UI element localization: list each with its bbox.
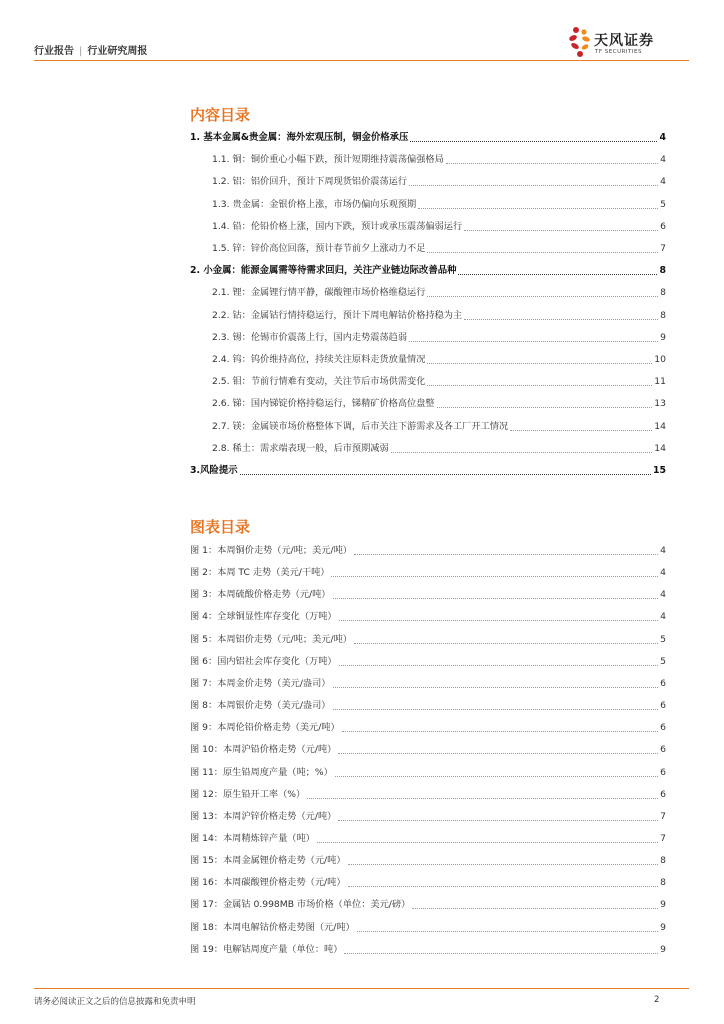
toc-subsection-entry[interactable] (190, 175, 666, 189)
dot-leader (333, 598, 659, 599)
entry-label: 1. 基本金属&贵金属：海外宏观压制，铜金价格承压 (190, 132, 409, 143)
entry-page-number: 11 (654, 376, 666, 388)
entry-page-number: 6 (660, 722, 666, 734)
toc-subsection-entry[interactable] (190, 242, 666, 256)
entry-label: 图 3：本周硫酸价格走势（元/吨） (190, 589, 331, 601)
dot-leader (331, 576, 658, 577)
toc-subsection-entry[interactable] (190, 442, 666, 456)
entry-label: 2.5. 钼：节前行情难有变动，关注节后市场供需变化 (212, 376, 426, 388)
dot-leader (317, 842, 658, 843)
entry-label: 1.3. 贵金属：金银价格上涨，市场仍偏向乐观预期 (212, 198, 417, 210)
entry-page-number: 14 (654, 442, 666, 454)
entry-page-number: 9 (660, 899, 666, 911)
figure-entry[interactable] (190, 721, 666, 735)
figure-entry[interactable] (190, 588, 666, 602)
entry-label: 图 4：全球铜显性库存变化（万吨） (190, 611, 337, 623)
toc-subsection-entry[interactable] (190, 309, 666, 323)
dot-leader (427, 385, 652, 386)
logo-mark-icon (566, 26, 594, 60)
report-category (34, 42, 147, 57)
entry-page-number: 8 (660, 877, 666, 889)
entry-label: 图 9：本周伦铅价格走势（美元/吨） (190, 722, 340, 734)
entry-label: 2.3. 锡：伦锡市价震荡上行，国内走势震荡趋弱 (212, 331, 408, 343)
entry-page-number: 6 (660, 220, 666, 232)
dot-leader (307, 798, 658, 799)
figure-entry[interactable] (190, 677, 666, 691)
entry-page-number: 15 (652, 465, 666, 476)
entry-page-number: 6 (660, 744, 666, 756)
brand-name: 天风证券 (594, 33, 654, 49)
dot-leader (339, 665, 659, 666)
entry-page-number: 9 (660, 331, 666, 343)
entry-label: 图 5：本周铝价走势（元/吨；美元/吨） (190, 633, 352, 645)
dot-leader (342, 731, 658, 732)
entry-label: 图 2：本周 TC 走势（美元/干吨） (190, 567, 330, 579)
dot-leader (409, 341, 658, 342)
dot-leader (339, 620, 659, 621)
figure-entry[interactable] (190, 544, 666, 558)
entry-page-number: 8 (659, 265, 666, 277)
dot-leader (338, 753, 658, 754)
entry-page-number: 8 (660, 309, 666, 321)
entry-page-number: 4 (660, 589, 666, 601)
figure-entry[interactable] (190, 766, 666, 780)
entry-page-number: 4 (660, 154, 666, 166)
toc-subsection-entry[interactable] (190, 375, 666, 389)
entry-label: 图 11：原生铅周度产量（吨；%） (190, 766, 333, 778)
dot-leader (437, 407, 653, 408)
figure-entry[interactable] (190, 832, 666, 846)
figure-toc-title: 图表目录 (190, 518, 251, 536)
toc-title: 内容目录 (190, 106, 251, 124)
dot-leader (510, 430, 652, 431)
figure-entry[interactable] (190, 566, 666, 580)
dot-leader (338, 820, 658, 821)
entry-label: 2. 小金属：能源金属需等待需求回归，关注产业链边际改善品种 (190, 265, 457, 277)
toc-section-entry[interactable] (190, 264, 666, 278)
entry-label: 1.4. 铅：伦铅价格上涨，国内下跌，预计或承压震荡偏弱运行 (212, 220, 463, 232)
entry-label: 图 10：本周沪铅价格走势（元/吨） (190, 744, 337, 756)
toc-section-entry[interactable] (190, 464, 666, 478)
header-separator: | (79, 46, 83, 57)
footer-rule (34, 988, 689, 989)
entry-label: 图 7：本周金价走势（美元/盎司） (190, 677, 331, 689)
entry-page-number: 6 (660, 677, 666, 689)
figure-entry[interactable] (190, 810, 666, 824)
entry-page-number: 13 (654, 398, 666, 410)
entry-label: 图 8：本周银价走势（美元/盎司） (190, 700, 331, 712)
figure-entry[interactable] (190, 633, 666, 647)
dot-leader (348, 864, 659, 865)
figure-entry[interactable] (190, 743, 666, 757)
entry-label: 2.1. 锂：金属锂行情平静，碳酸锂市场价格维稳运行 (212, 287, 426, 299)
entry-page-number: 9 (660, 921, 666, 933)
dot-leader (410, 141, 657, 142)
entry-page-number: 6 (660, 788, 666, 800)
entry-page-number: 7 (660, 243, 666, 254)
figure-entry[interactable] (190, 943, 666, 957)
toc-subsection-entry[interactable] (190, 220, 666, 234)
dot-leader (348, 886, 659, 887)
toc-subsection-entry[interactable] (190, 331, 666, 345)
toc-subsection-entry[interactable] (190, 286, 666, 300)
brand-name-en: TF SECURITIES (595, 49, 642, 55)
toc-subsection-entry[interactable] (190, 397, 666, 411)
dot-leader (344, 953, 658, 954)
dot-leader (333, 687, 659, 688)
dot-leader (464, 319, 658, 320)
entry-label: 1.5. 锌：锌价高位回落，预计春节前夕上涨动力不足 (212, 243, 426, 254)
entry-label: 2.8. 稀土：需求端表现一般，后市预期减弱 (212, 442, 389, 454)
entry-label: 图 1：本周铜价走势（元/吨；美元/吨） (190, 545, 352, 556)
footer-disclaimer: 请务必阅读正文之后的信息披露和免责申明 (34, 997, 196, 1007)
entry-page-number: 4 (660, 567, 666, 579)
entry-label: 图 13：本周沪锌价格走势（元/吨） (190, 810, 337, 822)
entry-page-number: 7 (660, 810, 666, 822)
entry-page-number: 10 (654, 354, 666, 365)
dot-leader (391, 452, 653, 453)
entry-page-number: 4 (660, 176, 666, 188)
entry-page-number: 14 (654, 420, 666, 432)
entry-label: 图 14：本周精炼锌产量（吨） (190, 832, 315, 844)
report-type: 行业报告 (34, 46, 74, 57)
toc-section-entry[interactable] (190, 131, 666, 145)
dot-leader (446, 163, 658, 164)
toc-subsection-entry[interactable] (190, 353, 666, 367)
dot-leader (354, 554, 658, 555)
entry-page-number: 4 (660, 545, 666, 556)
entry-page-number: 8 (660, 287, 666, 299)
dot-leader (464, 230, 658, 231)
header-rule (34, 60, 689, 61)
entry-label: 图 15：本周金属锂价格走势（元/吨） (190, 855, 346, 867)
figure-entry[interactable] (190, 921, 666, 935)
entry-label: 3.风险提示 (190, 465, 238, 476)
dot-leader (427, 252, 658, 253)
entry-page-number: 9 (660, 943, 666, 955)
entry-page-number: 5 (660, 198, 666, 210)
entry-label: 2.7. 镁：金属镁市场价格整体下调，后市关注下游需求及各工厂开工情况 (212, 420, 509, 432)
entry-label: 2.6. 锑：国内锑锭价格持稳运行，锑精矿价格高位盘整 (212, 398, 435, 410)
entry-page-number: 5 (660, 633, 666, 645)
figure-entry[interactable] (190, 610, 666, 624)
report-subtype: 行业研究周报 (87, 46, 148, 57)
dot-leader (458, 274, 657, 275)
figure-entry[interactable] (190, 788, 666, 802)
entry-label: 2.2. 钴：金属钴行情持稳运行，预计下周电解钴价格持稳为主 (212, 309, 463, 321)
toc-subsection-entry[interactable] (190, 198, 666, 212)
dot-leader (354, 643, 658, 644)
entry-page-number: 6 (660, 700, 666, 712)
dot-leader (427, 296, 658, 297)
figure-entry[interactable] (190, 655, 666, 669)
figure-entry[interactable] (190, 876, 666, 890)
dot-leader (240, 474, 651, 475)
entry-label: 1.2. 铝：铝价回升，预计下周现货铝价震荡运行 (212, 176, 408, 188)
entry-page-number: 4 (659, 132, 666, 143)
toc-subsection-entry[interactable] (190, 153, 666, 167)
entry-page-number: 8 (660, 855, 666, 867)
entry-label: 2.4. 钨：钨价维持高位，持续关注原料走货放量情况 (212, 354, 426, 365)
figure-entry[interactable] (190, 699, 666, 713)
dot-leader (418, 208, 658, 209)
entry-label: 图 12：原生铅开工率（%） (190, 788, 306, 800)
entry-page-number: 5 (660, 655, 666, 667)
entry-label: 图 6：国内铝社会库存变化（万吨） (190, 655, 337, 667)
page-number: 2 (654, 995, 660, 1005)
entry-label: 图 18：本周电解钴价格走势图（元/吨） (190, 921, 355, 933)
dot-leader (427, 363, 652, 364)
toc-subsection-entry[interactable] (190, 420, 666, 434)
entry-label: 图 16：本周碳酸锂价格走势（元/吨） (190, 877, 346, 889)
figure-entry[interactable] (190, 898, 666, 912)
entry-label: 图 19：电解钴周度产量（单位：吨） (190, 943, 343, 955)
entry-label: 1.1. 铜：铜价重心小幅下跌，预计短期维持震荡偏强格局 (212, 154, 444, 166)
entry-page-number: 6 (660, 766, 666, 778)
entry-label: 图 17：金属钴 0.998MB 市场价格（单位：美元/磅） (190, 899, 411, 911)
entry-page-number: 4 (660, 611, 666, 623)
dot-leader (412, 908, 658, 909)
dot-leader (333, 709, 659, 710)
dot-leader (357, 931, 658, 932)
entry-page-number: 7 (660, 832, 666, 844)
dot-leader (409, 185, 658, 186)
figure-entry[interactable] (190, 854, 666, 868)
dot-leader (335, 776, 658, 777)
